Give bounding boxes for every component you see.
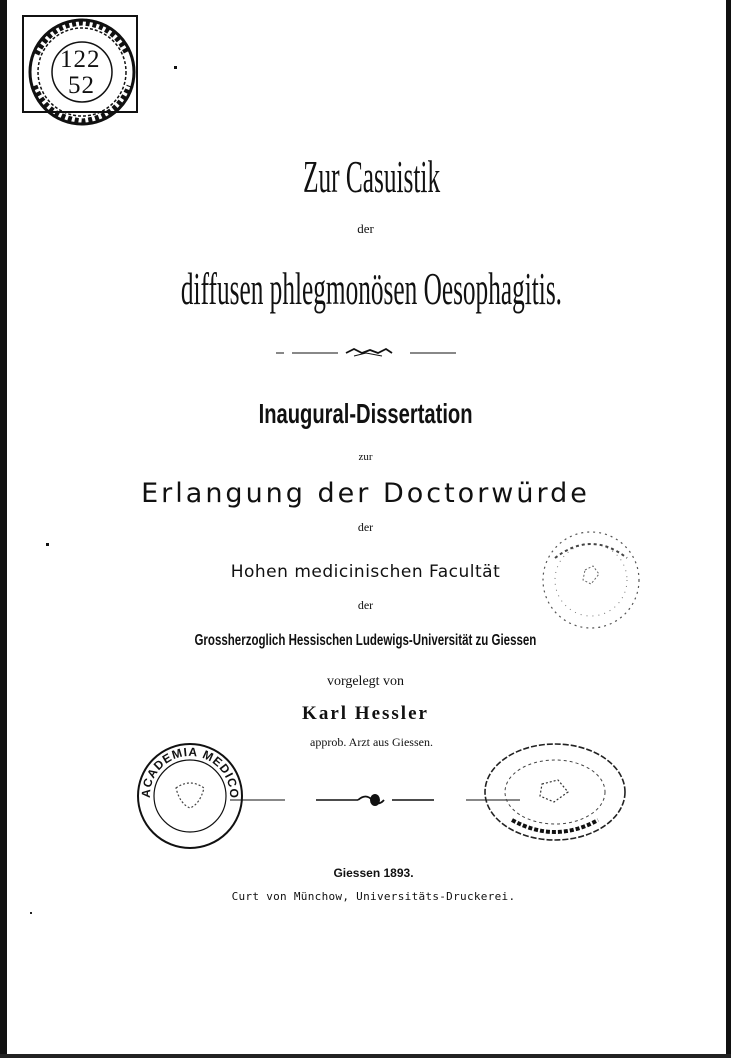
university-line: Grossherzoglich Hessischen Ludewigs-Universität zu Giessen [194,632,537,649]
svg-text:ACADEMIA MEDICO: ACADEMIA MEDICO [138,744,242,800]
author-name: Karl Hessler [302,703,429,724]
genre-heading: Inaugural-Dissertation [258,398,473,429]
speck-mark [30,912,32,914]
shelfmark-bottom-number: 52 [68,72,95,99]
title-line-2: diffusen phlegmonösen Oesophagitis. [180,263,563,314]
speck-mark [46,543,49,546]
faint-library-stamp-icon [535,528,647,632]
faculty-line: Hohen medicinischen Facultät [230,562,501,582]
purpose-line: Erlangung der Doctorwürde [141,478,590,509]
printer-line: Curt von Münchow, Universitäts-Druckerei. [231,890,516,903]
scan-bottom-border [0,1054,731,1058]
title-line-1: Zur Casuistik [302,151,441,202]
academia-stamp-left-icon [132,738,244,850]
connector-der-3: der [357,598,374,612]
academia-stamp-right-icon [482,740,628,844]
shelfmark-top-number: 122 [60,46,101,73]
place-year: Giessen 1893. [333,866,414,880]
submitted-by-line: vorgelegt von [326,674,405,689]
ornamental-rule-icon [270,346,462,360]
library-shelfmark-stamp [20,14,146,130]
ornamental-rule-bottom-icon [230,790,520,810]
author-title: approb. Arzt aus Giessen. [310,735,433,749]
connector-der-1: der [357,221,374,236]
connector-der-2: der [357,520,374,534]
connector-zur: zur [358,451,373,463]
speck-mark [174,66,177,69]
